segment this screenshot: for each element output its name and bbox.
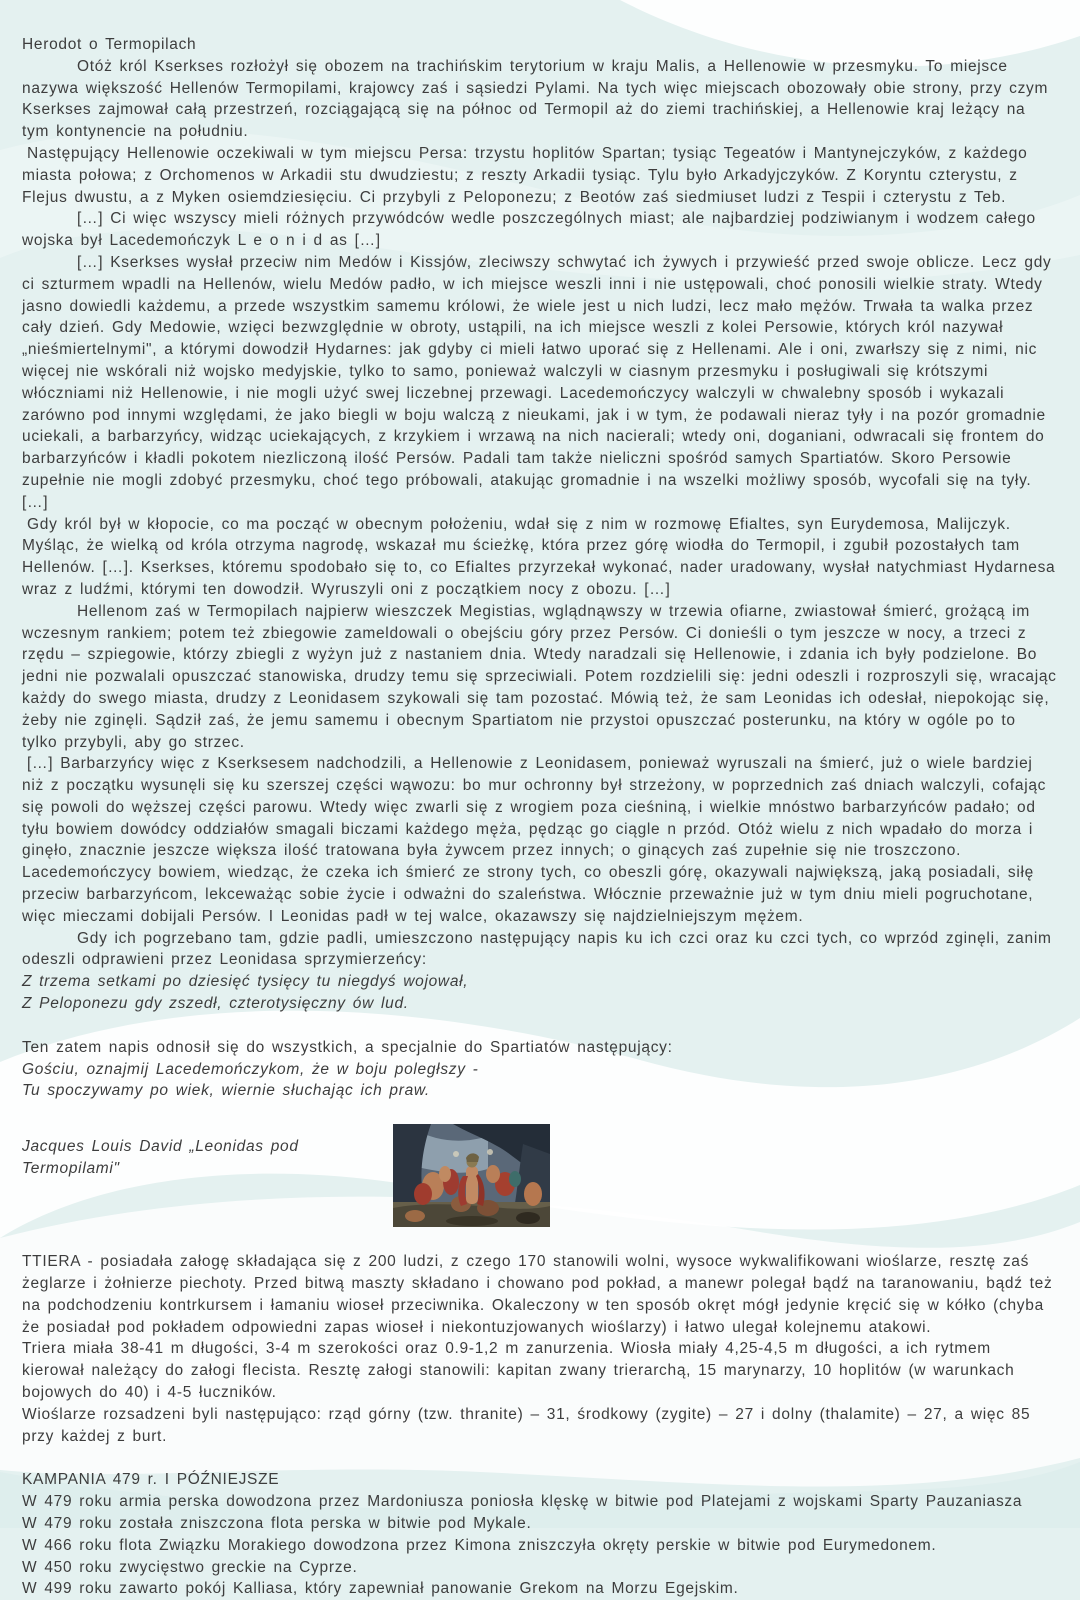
verse-line: Gościu, oznajmij Lacedemończykom, że w boju poległszy - xyxy=(22,1060,479,1078)
paragraph: TTIERA - posiadała załogę składająca się z 200 ludzi, z czego 170 stanowili wolni, wysoce wykwalifikowani wioślarze, resztę zaś żeglarze i żołnierze piechoty. Przed bitwą maszty składano i chowano pod pokład, a manewr polegał bądź na taranowaniu, bądź też na podchodzeniu kontrkursem i łamaniu wioseł przeciwnika. Okaleczony w ten sposób okręt mógł jedynie kręcić się w kółko (chyba że posiadał pod pokładem odpowiedni zapas wioseł i niekontuzjowanych wioślarzy) i łatwo ulegał kolejnemu atakowi. xyxy=(22,1253,1053,1336)
verse-line: Tu spoczywamy po wiek, wiernie słuchając ich praw. xyxy=(22,1082,430,1100)
paragraph: […] Ci więc wszyscy mieli różnych przywódców wedle poszczególnych miast; ale najbardziej podziwianym i wodzem całego wojska był Lacedemończyk L e o n i d as […] xyxy=(22,210,1036,250)
paragraph: Hellenom zaś w Termopilach najpierw wieszczek Megistias, wglądnąwszy w trzewia ofiarne, zwiastował śmierć, grożącą im wczesnym rankiem; potem też zbiegowie zameldowali o obejściu góry przez Persów. Ci donieśli o tym jeszcze w nocy, a trzeci z rzędu – szpiegowie, którzy zbiegli z wyżyn już z nastaniem dnia. Wtedy naradzali się Hellenowie, i zdania ich były podzielone. Bo jedni nie pozwalali opuszczać stanowiska, drudzy temu się sprzeciwiali. Potem rozdzielili się: jedni odeszli i rozproszyli się, wracając każdy do swego miasta, drudzy z Leonidasem szykowali się tam pozostać. Mówią też, że sam Leonidas ich odesłał, niepokojąc się, żeby nie zginęli. Sądził zaś, że jemu samemu i obecnym Spartiatom nie przystoi opuszczać posterunku, na który w ogóle po to tylko przybyli, aby go strzec. xyxy=(22,602,1057,751)
paragraph: Gdy ich pogrzebano tam, gdzie padli, umieszczono następujący napis ku ich czci oraz ku czci tych, co wprzód zginęli, zanim odeszli odprawieni przez Leonidasa sprzymierzeńcy: xyxy=(22,929,1052,969)
verse-line: Z trzema setkami po dziesięć tysięcy tu niegdyś wojował, xyxy=(22,973,469,991)
paragraph: Ten zatem napis odnosił się do wszystkich, a specjalnie do Spartiatów następujący: xyxy=(22,1038,673,1056)
spacer xyxy=(22,1015,1058,1037)
list-line: W 479 roku armia perska dowodzona przez Mardoniusza poniosła klęskę w bitwie pod Platejami z wojskami Sparty Pauzaniasza xyxy=(22,1493,1023,1511)
painting-leonidas-image xyxy=(393,1124,550,1227)
paragraph: […] Barbarzyńcy więc z Kserksesem nadchodzili, a Hellenowie z Leonidasem, ponieważ wyruszali na śmierć, już o wiele bardziej niż z początku wysunęli się ku szerszej części wąwozu: bo mur ochronny był strzeżony, w poprzednich zaś dniach walczyli, cofając się powoli do węższej części parowu. Wtedy więc zwarli się z wrogiem poza cieśniną, i wielkie mnóstwo barbarzyńców padało; od tyłu bowiem dowódcy oddziałów smagali biczami każdego męża, pędząc go ciągle n przód. Otóż wielu z nich wpadało do morza i ginęło, znacznie jeszcze większa ilość tratowana była żywcem przez innych; o ginących zaś zupełnie się nie troszczono. Lacedemończycy bowiem, wiedząc, że czeka ich śmierć ze strony tych, co obeszli górę, okazywali największą, jaką posiadali, siłę przeciw barbarzyńcom, lekceważąc sobie życie i odważni do szaleństwa. Włócznie przeważnie już w tym dniu mieli pogruchotane, więc mieczami dobijali Persów. I Leonidas padł w tej walce, okazawszy się najdzielniejszym mężem. xyxy=(22,755,1047,925)
paragraph: Triera miała 38-41 m długości, 3-4 m szerokości oraz 0.9-1,2 m zanurzenia. Wiosła miały 4,25-4,5 m długości, a ich rytmem kierował należący do załogi flecista. Resztę załogi stanowili: kapitan zwany trierarchą, 15 marynarzy, 10 hoplitów (w warunkach bojowych do 40) i 4-5 łuczników. xyxy=(22,1340,1015,1402)
paragraph: Otóż król Kserkses rozłożył się obozem na trachińskim terytorium w kraju Malis, a Hellenowie w przesmyku. To miejsce nazywa większość Hellenów Termopilami, krajowcy zaś i sąsiedzi Pylami. Na tych więc miejscach obozowały obie strony, przy czym Kserkses zajmował całą przestrzeń, rozciągającą się na północ od Termopil aż do ziemi trachińskiej, a Hellenowie kraj leżący na tym kontynencie na południu. xyxy=(22,57,1049,141)
verse-line: Z Peloponezu gdy zszedł, czterotysięczny ów lud. xyxy=(22,995,409,1013)
spacer xyxy=(22,1447,1058,1469)
list-line: W 466 roku flota Związku Morakiego dowodzona przez Kimona zniszczyła okręty perskie w bitwie pod Eurymedonem. xyxy=(22,1536,937,1554)
document-body-part2 xyxy=(22,1251,1058,1600)
image-caption: Jacques Louis David „Leonidas pod Termopilami" xyxy=(22,1138,299,1178)
list-line: W 499 roku zawarto pokój Kalliasa, który zapewniał panowanie Grekom na Morzu Egejskim. xyxy=(22,1580,739,1598)
list-line: W 450 roku zwycięstwo greckie na Cyprze. xyxy=(22,1558,358,1576)
image-row xyxy=(22,1124,1058,1227)
document-body-part1 xyxy=(22,56,1058,1124)
paragraph: […] Kserkses wysłał przeciw nim Medów i Kissjów, zleciwszy schwytać ich żywych i przywieść przed swoje oblicze. Lecz gdy ci szturmem wpadli na Hellenów, wielu Medów padło, w ich miejsce weszli inni i nie ustępowali, choć ponosili wielkie straty. Wtedy jasno dowiedli każdemu, a przede wszystkim samemu królowi, że wiele jest u nich ludzi, lecz mało mężów. Trwała ta walka przez cały dzień. Gdy Medowie, wzięci bezwzględnie w obroty, ustąpili, na ich miejsce weszli z kolei Persowie, których król nazywał „nieśmiertelnymi", a którymi dowodził Hydarnes: jak gdyby ci mieli łatwo uporać się z Hellenami. Ale i oni, zwarłszy się z nimi, nic więcej nie wskórali niż wojsko medyjskie, tylko to samo, ponieważ walczyli w ciasnym przesmyku i posługiwali się krótszymi włóczniami niż Hellenowie, i nie mogli użyć swej liczebnej przewagi. Lacedemończycy walczyli w chwalebny sposób i wykazali zarówno pod innymi względami, że jako biegli w boju walczą z nieukami, jak i w tym, że podawali nieraz tyły i na pozór gromadnie uciekali, a barbarzyńcy, widząc uciekających, z krzykiem i wrzawą na nich nacierali; wtedy oni, doganiani, odwracali się frontem do barbarzyńców i kładli pokotem niezliczoną ilość Persów. Padali tam także nieliczni spośród samych Spartiatów. Skoro Persowie zupełnie nie mogli zdobyć przesmyku, choć tego próbowali, atakując gromadnie i na wszelki możliwy sposób, wycofali się na tyły. […] xyxy=(22,253,1052,511)
spacer xyxy=(22,1102,1058,1124)
paragraph: Gdy król był w kłopocie, co ma począć w obecnym położeniu, wdał się z nim w rozmowę Efialtes, syn Eurydemosa, Malijczyk. Myśląc, że wielką od króla otrzyma nagrodę, wskazał mu ścieżkę, która przez górę wiodła do Termopil, i zgubił pozostałych tam Hellenów. […]. Kserkses, któremu spodobało się to, co Efialtes przyrzekał wykonać, nader uradowany, wysłał natychmiast Hydarnesa wraz z ludźmi, którymi ten dowodził. Wyruszyli oni z początkiem nocy z obozu. […] xyxy=(22,515,1056,598)
paragraph: Wioślarze rozsadzeni byli następująco: rząd górny (tzw. thranite) – 31, środkowy (zygite) – 27 i dolny (thalamite) – 27, a więc 85 przy każdej z burt. xyxy=(22,1405,1031,1445)
paragraph: Następujący Hellenowie oczekiwali w tym miejscu Persa: trzystu hoplitów Spartan; tysiąc Tegeatów i Mantynejczyków, z każdego miasta połowa; z Orchomenos w Arkadii stu dwudziestu; z reszty Arkadii tysiąc. Tylu było Arkadyjczyków. Z Koryntu czterystu, z Flejus dwustu, a z Myken osiemdziesięciu. Ci przybyli z Peloponezu; z Beotów zaś siedmiuset ludzi z Tespii i czterystu z Teb. xyxy=(22,144,1028,206)
list-line: W 479 roku została zniszczona flota perska w bitwie pod Mykale. xyxy=(22,1515,532,1533)
document-title: Herodot o Termopilach xyxy=(22,36,197,53)
section-heading: KAMPANIA 479 r. I PÓŹNIEJSZE xyxy=(22,1471,280,1489)
